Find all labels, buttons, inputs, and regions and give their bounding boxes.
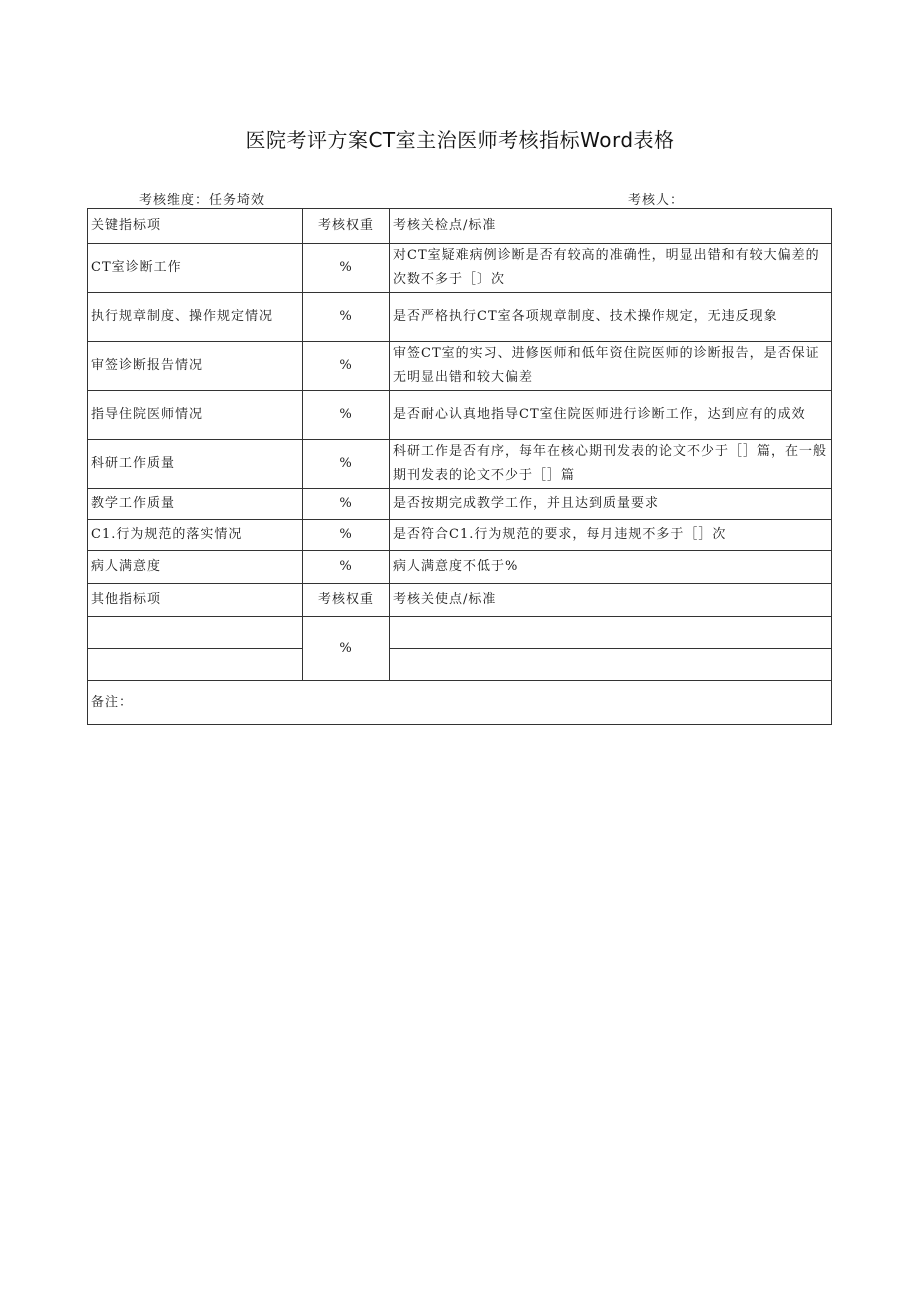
indicator-item: C1.行为规范的落实情况 xyxy=(88,520,303,551)
table-row xyxy=(88,520,832,551)
table-row xyxy=(88,489,832,520)
indicator-item: 审签诊断报告情况 xyxy=(88,342,303,391)
blank-item-cell[interactable] xyxy=(88,649,303,681)
indicator-weight: % xyxy=(303,293,390,342)
indicator-standard: 审签CT室的实习、进修医师和低年资住院医师的诊断报告，是否保证无明显出错和较大偏差 xyxy=(390,342,832,391)
header-other-weight: 考核权重 xyxy=(303,584,390,617)
indicator-weight: % xyxy=(303,489,390,520)
blank-standard-cell[interactable] xyxy=(390,617,832,649)
table-row xyxy=(88,440,832,489)
indicator-standard: 对CT室疑难病例诊断是否有较高的准确性，明显出错和有较大偏差的次数不多于［〕次 xyxy=(390,244,832,293)
blank-item-cell[interactable] xyxy=(88,617,303,649)
table-header-row xyxy=(88,209,832,244)
blank-row xyxy=(88,617,832,649)
indicator-weight: % xyxy=(303,244,390,293)
indicator-item: 指导住院医师情况 xyxy=(88,391,303,440)
table-row xyxy=(88,551,832,584)
assessment-table xyxy=(87,208,832,725)
indicator-standard: 是否按期完成教学工作，并且达到质量要求 xyxy=(390,489,832,520)
assessment-dimension: 考核维度：任务埼效 xyxy=(139,193,266,208)
header-other-indicator: 其他指标项 xyxy=(88,584,303,617)
indicator-standard: 是否严格执行CT室各项规章制度、技术操作规定，无违反现象 xyxy=(390,293,832,342)
indicator-weight: % xyxy=(303,520,390,551)
header-standard: 考核关检点/标准 xyxy=(390,209,832,244)
indicator-item: 病人满意度 xyxy=(88,551,303,584)
table-row xyxy=(88,293,832,342)
indicator-weight: % xyxy=(303,391,390,440)
indicator-weight: % xyxy=(303,342,390,391)
header-other-standard: 考核关使点/标准 xyxy=(390,584,832,617)
indicator-weight: % xyxy=(303,440,390,489)
indicator-item: 教学工作质量 xyxy=(88,489,303,520)
other-header-row xyxy=(88,584,832,617)
indicator-item: 执行规章制度、操作规定情况 xyxy=(88,293,303,342)
indicator-standard: 科研工作是否有序，每年在核心期刊发表的论文不少于［］篇，在一般期刊发表的论文不少于［］篇 xyxy=(390,440,832,489)
table-row xyxy=(88,342,832,391)
table-row xyxy=(88,391,832,440)
assessor-label: 考核人： xyxy=(628,193,685,208)
indicator-item: 科研工作质量 xyxy=(88,440,303,489)
indicator-standard: 是否符合C1.行为规范的要求，每月违规不多于［］次 xyxy=(390,520,832,551)
note-label: 备注： xyxy=(88,681,832,725)
table-row xyxy=(88,244,832,293)
document-title: 医院考评方案CT室主治医师考核指标Word表格 xyxy=(245,128,675,152)
indicator-item: CT室诊断工作 xyxy=(88,244,303,293)
indicator-standard: 是否耐心认真地指导CT室住院医师进行诊断工作，达到应有的成效 xyxy=(390,391,832,440)
blank-row xyxy=(88,649,832,681)
header-key-indicator: 关键指标项 xyxy=(88,209,303,244)
note-row xyxy=(88,681,832,725)
indicator-standard: 病人满意度不低于% xyxy=(390,551,832,584)
indicator-weight: % xyxy=(303,551,390,584)
other-weight: % xyxy=(303,617,390,681)
header-weight: 考核权重 xyxy=(303,209,390,244)
blank-standard-cell[interactable] xyxy=(390,649,832,681)
